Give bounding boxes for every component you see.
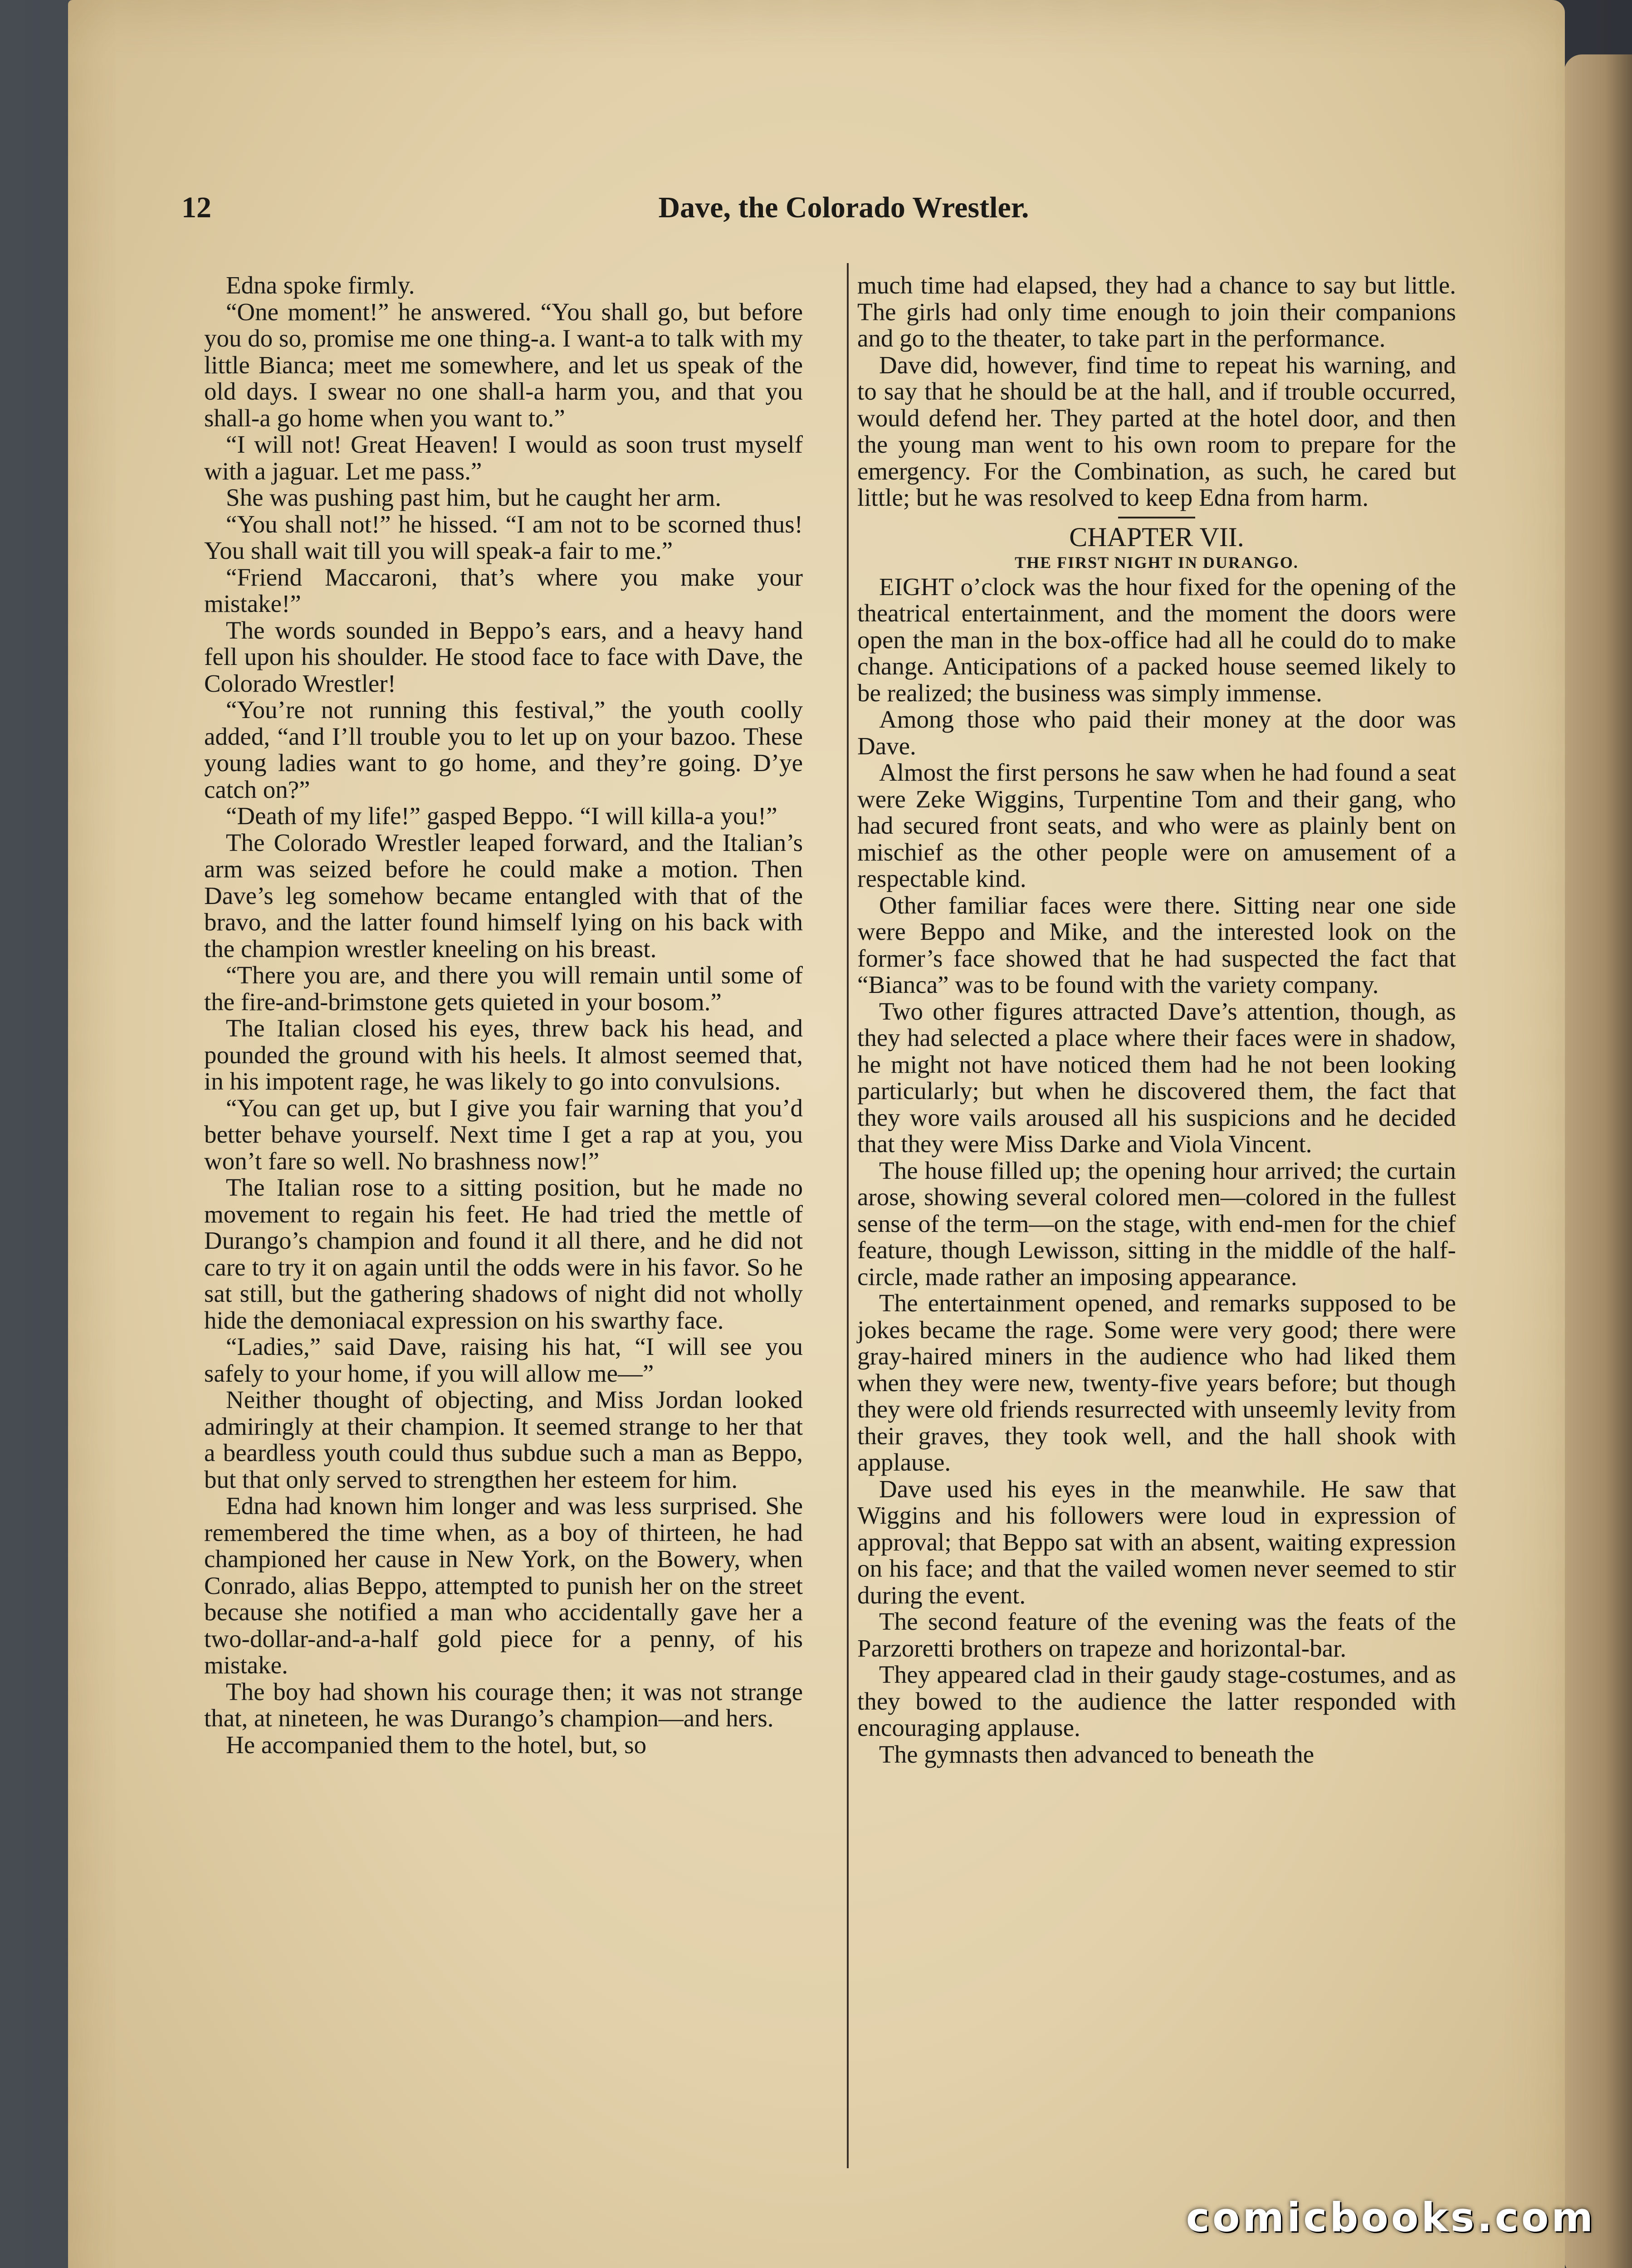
page-number: 12 <box>181 191 211 224</box>
paragraph: The house filled up; the opening hour arrived; the curtain arose, showing several colored men—colored in the fullest sense of the term—on the stage, with end-men for the chief feature, though Lewisson, sitting in the middle of the half-circle, made rather an imposing appearance. <box>857 1156 1456 1290</box>
paragraph: He accompanied them to the hotel, but, so <box>226 1730 647 1759</box>
chapter-heading: CHAPTER VII. <box>1069 522 1244 552</box>
paragraph: “You’re not running this festival,” the youth coolly added, “and I’ll trouble you to let up on your bazoo. These young ladies want to go home, and they’re going. D’ye catch on?” <box>204 696 803 803</box>
paragraph: “Ladies,” said Dave, raising his hat, “I will see you safely to your home, if you will allow me—” <box>204 1333 803 1387</box>
chapter-subtitle: THE FIRST NIGHT IN DURANGO. <box>1015 553 1299 572</box>
right-column <box>857 272 1456 1768</box>
paragraph: “Friend Maccaroni, that’s where you make your mistake!” <box>204 563 803 617</box>
paragraph: Almost the first persons he saw when he had found a seat were Zeke Wiggins, Turpentine Tom and their gang, who had secured front seats, and who were as plainly bent on mischief as the other people were on amusement of a respectable kind. <box>857 758 1456 892</box>
chapter-rule <box>1118 517 1195 518</box>
paragraph: EIGHT o’clock was the hour fixed for the opening of the theatrical entertainment, and the moment the doors were open the man in the box-office had all he could do to make change. Anticipations of a packed house seemed likely to be realized; the business was simply immense. <box>857 572 1456 707</box>
paragraph: The gymnasts then advanced to beneath the <box>879 1740 1314 1768</box>
paragraph: “There you are, and there you will remain until some of the fire-and-brimstone gets quieted in your bosom.” <box>204 961 803 1016</box>
paragraph: The entertainment opened, and remarks supposed to be jokes became the rage. Some were very good; there were gray-haired miners in the audience who had liked them when they were new, twenty-five years before; but though they were old friends resurrected with unseemly levity from their graves, they took well, and the hall shook with applause. <box>857 1289 1456 1476</box>
adjacent-page-edge <box>1564 54 1632 2268</box>
running-title: Dave, the Colorado Wrestler. <box>658 191 1029 224</box>
paragraph: The words sounded in Beppo’s ears, and a heavy hand fell upon his shoulder. He stood face to face with Dave, the Colorado Wrestler! <box>204 616 803 697</box>
paragraph: Two other figures attracted Dave’s attention, though, as they had selected a place where their faces were in shadow, he might not have noticed them had he not been looking particularly; but when he discovered them, the fact that they wore vails aroused all his suspicions and he decided that they were Miss Darke and Viola Vincent. <box>857 997 1456 1158</box>
paragraph: “Death of my life!” gasped Beppo. “I will killa-a you!” <box>226 802 777 830</box>
paragraph: Other familiar faces were there. Sitting near one side were Beppo and Mike, and the interested look on the former’s face showed that he had suspected the fact that “Bianca” was to be found with the variety company. <box>857 891 1456 998</box>
paragraph: “One moment!” he answered. “You shall go, but before you do so, promise me one thing-a. I want-a to talk with my little Bianca; meet me somewhere, and let us speak of the old days. I swear no one shall-a harm you, and that you shall-a go home when you want to.” <box>204 298 803 432</box>
paragraph: Among those who paid their money at the door was Dave. <box>857 705 1456 760</box>
paragraph: She was pushing past him, but he caught her arm. <box>226 484 722 511</box>
paragraph: “You shall not!” he hissed. “I am not to be scorned thus! You shall wait till you will speak-a fair to me.” <box>204 510 803 564</box>
paragraph: They appeared clad in their gaudy stage-costumes, and as they bowed to the audience the latter responded with encouraging applause. <box>857 1661 1456 1741</box>
watermark: comicbooks.com <box>1186 2194 1596 2241</box>
running-header <box>181 191 1429 240</box>
paragraph: Edna had known him longer and was less surprised. She remembered the time when, as a boy of thirteen, he had championed her cause in New York, on the Bowery, when Conrado, alias Beppo, attempted to punish her on the street because she notified a man who accidentally gave her a two-dollar-and-a-half gold piece for a penny, of his mistake. <box>204 1492 803 1679</box>
left-column <box>204 272 803 1758</box>
paragraph: The Italian closed his eyes, threw back his head, and pounded the ground with his heels. It almost seemed that, in his impotent rage, he was likely to go into convulsions. <box>204 1014 803 1095</box>
paragraph: Dave used his eyes in the meanwhile. He saw that Wiggins and his followers were loud in expression of approval; that Beppo sat with an absent, waiting expression on his face; and that the vailed women never seemed to stir during the event. <box>857 1475 1456 1609</box>
paragraph: Neither thought of objecting, and Miss Jordan looked admiringly at their champion. It seemed strange to her that a beardless youth could thus subdue such a man as Beppo, but that only served to strengthen her esteem for him. <box>204 1386 803 1493</box>
paragraph: “I will not! Great Heaven! I would as soon trust myself with a jaguar. Let me pass.” <box>204 430 803 485</box>
paragraph: Dave did, however, find time to repeat his warning, and to say that he should be at the hall, and if trouble occurred, would defend her. They parted at the hotel door, and then the young man went to his own room to prepare for the emergency. For the Combination, as such, he cared but little; but he was resolved to keep Edna from harm. <box>857 351 1456 511</box>
paragraph: The second feature of the evening was the feats of the Parzoretti brothers on trapeze and horizontal-bar. <box>857 1608 1456 1662</box>
paragraph: Edna spoke firmly. <box>226 271 415 299</box>
paragraph: “You can get up, but I give you fair warning that you’d better behave yourself. Next time I get a rap at you, you won’t fare so well. No brashness now!” <box>204 1094 803 1175</box>
paragraph: The boy had shown his courage then; it was not strange that, at nineteen, he was Durango’s champion—and hers. <box>204 1677 803 1732</box>
paragraph: The Italian rose to a sitting position, but he made no movement to regain his feet. He had tried the mettle of Durango’s champion and found it all there, and he did not care to try it on again until the odds were in his favor. So he sat still, but the gathering shadows of night did not wholly hide the demoniacal expression on his swarthy face. <box>204 1173 803 1334</box>
column-divider <box>847 263 849 2168</box>
book-page <box>68 0 1565 2268</box>
paragraph: much time had elapsed, they had a chance to say but little. The girls had only time enough to join their companions and go to the theater, to take part in the performance. <box>857 271 1456 352</box>
paragraph: The Colorado Wrestler leaped forward, and the Italian’s arm was seized before he could make a motion. Then Dave’s leg somehow became entangled with that of the bravo, and the latter found himself lying on his back with the champion wrestler kneeling on his breast. <box>204 828 803 963</box>
